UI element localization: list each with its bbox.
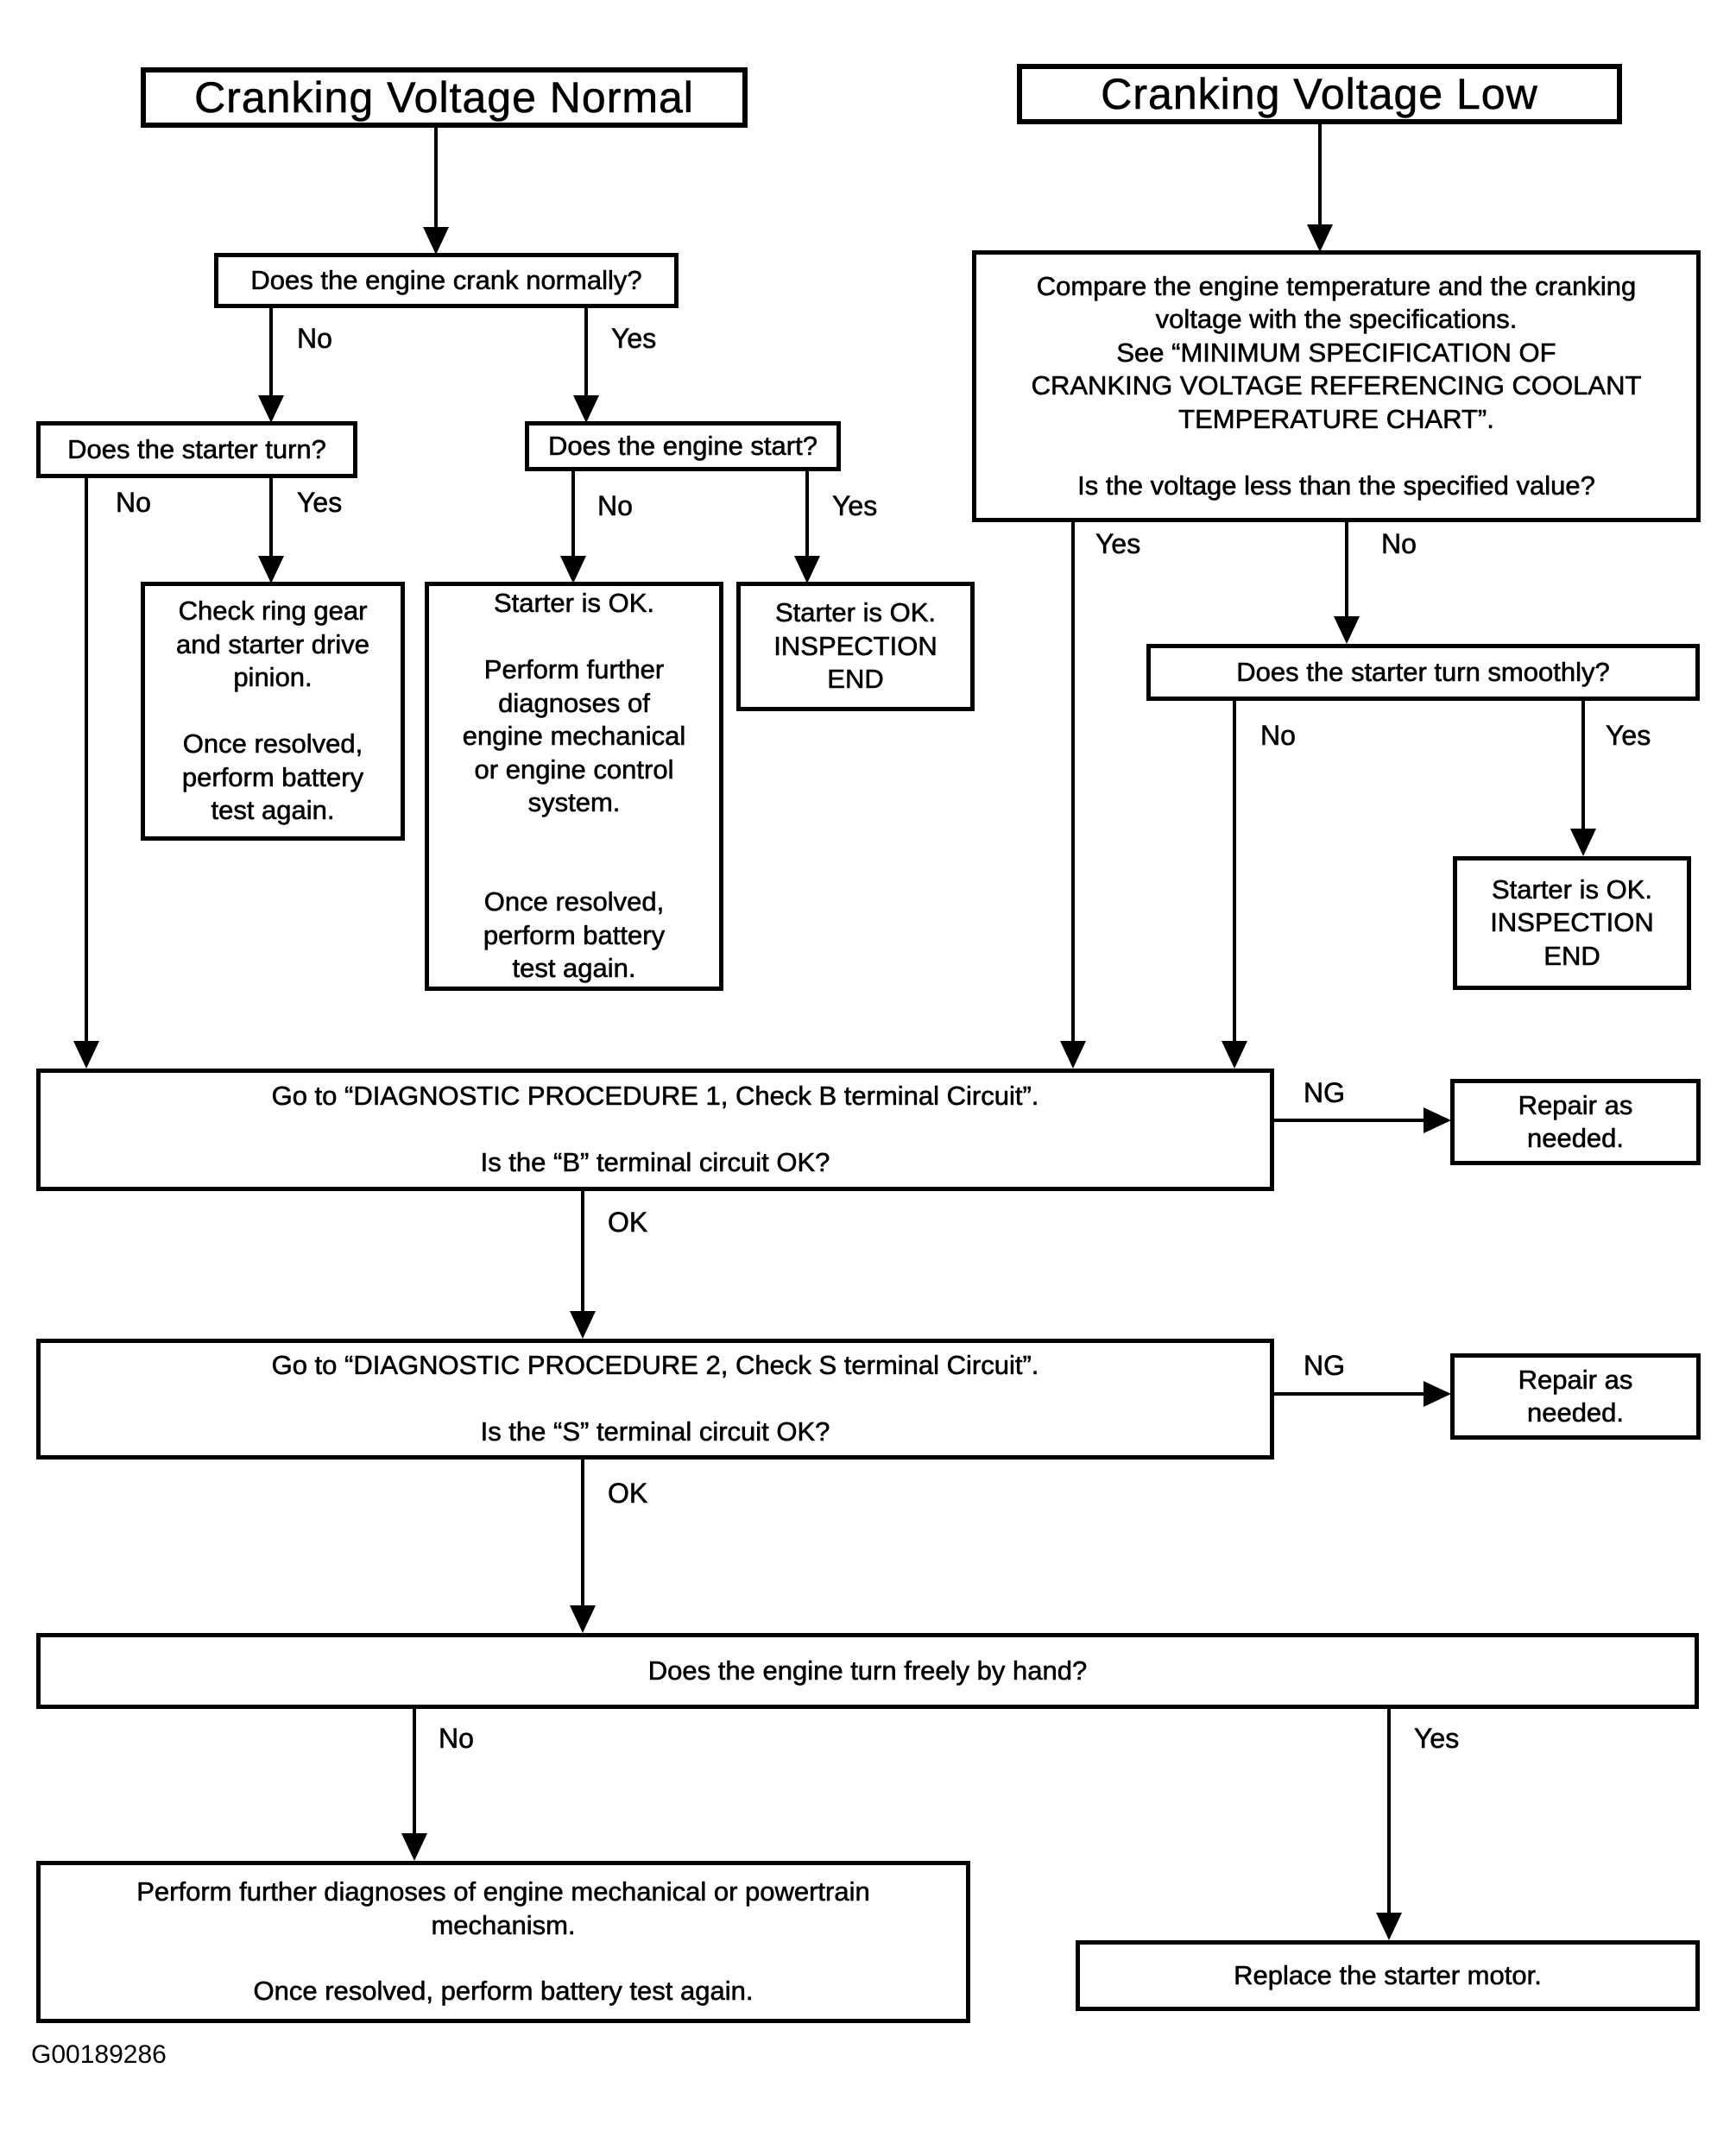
edge-proc1-ng-line xyxy=(1274,1119,1426,1122)
label-smoothly-yes: Yes xyxy=(1606,720,1651,751)
edge-starterturn-no-line xyxy=(85,478,88,1044)
edge-starterturn-yes-line xyxy=(269,478,273,558)
edge-enginestart-no-arrowhead xyxy=(560,556,586,583)
action-repair-as-needed-2: Repair as needed. xyxy=(1450,1353,1701,1440)
label-crank-yes: Yes xyxy=(611,323,657,354)
edge-titlelow-compare-line xyxy=(1318,124,1322,226)
edge-titlenormal-crank-arrowhead xyxy=(423,227,449,255)
edge-proc1-ok-line xyxy=(581,1191,584,1315)
edge-freely-yes-line xyxy=(1387,1709,1391,1916)
figure-id-label: G00189286 xyxy=(31,2040,167,2069)
edge-titlenormal-crank-line xyxy=(434,128,438,229)
edge-crank-yes-line xyxy=(584,308,588,397)
label-freely-yes: Yes xyxy=(1414,1723,1460,1754)
action-replace-starter-motor: Replace the starter motor. xyxy=(1076,1940,1700,2011)
action-diagnose-powertrain: Perform further diagnoses of engine mechanical or powertrain mechanism. Once resolved, perform battery test again. xyxy=(36,1861,970,2023)
label-proc1-ok: OK xyxy=(608,1207,648,1238)
decision-engine-turn-freely: Does the engine turn freely by hand? xyxy=(36,1633,1699,1709)
edge-smoothly-no-line xyxy=(1233,701,1236,1043)
start-cranking-voltage-low: Cranking Voltage Low xyxy=(1017,64,1622,124)
label-starterturn-yes: Yes xyxy=(297,487,343,518)
decision-starter-turn: Does the starter turn? xyxy=(36,421,357,478)
edge-proc2-ok-line xyxy=(581,1460,584,1609)
edge-enginestart-no-line xyxy=(571,471,575,558)
decision-procedure1-b-terminal: Go to “DIAGNOSTIC PROCEDURE 1, Check B terminal Circuit”. Is the “B” terminal circuit OK? xyxy=(36,1069,1274,1191)
action-repair-as-needed-1: Repair as needed. xyxy=(1450,1079,1701,1165)
edge-voltage-no-line xyxy=(1345,522,1348,620)
edge-starterturn-yes-arrowhead xyxy=(258,556,284,583)
label-freely-no: No xyxy=(439,1723,474,1754)
edge-smoothly-yes-line xyxy=(1581,701,1585,830)
edge-freely-no-line xyxy=(413,1709,416,1837)
edge-freely-no-arrowhead xyxy=(401,1833,427,1861)
label-crank-no: No xyxy=(297,323,332,354)
edge-smoothly-no-arrowhead xyxy=(1222,1041,1247,1069)
edge-voltage-no-arrowhead xyxy=(1334,616,1360,644)
edge-proc2-ng-line xyxy=(1274,1392,1426,1396)
label-proc1-ng: NG xyxy=(1304,1077,1345,1108)
label-starterturn-no: No xyxy=(116,487,151,518)
action-compare-voltage-specs: Compare the engine temperature and the cranking voltage with the specifications. See “MINIMUM SPECIFICATION OF CRANKING VOLTAGE REFERENCING COOLANT TEMPERATURE CHART”. Is the voltage less than the specified value? xyxy=(972,250,1701,522)
decision-starter-turn-smoothly: Does the starter turn smoothly? xyxy=(1146,644,1700,701)
edge-titlelow-compare-arrowhead xyxy=(1307,224,1333,252)
edge-voltage-yes-arrowhead xyxy=(1060,1041,1086,1069)
edge-crank-no-arrowhead xyxy=(258,395,284,423)
edge-crank-no-line xyxy=(269,308,273,397)
label-voltage-yes: Yes xyxy=(1095,528,1141,559)
edge-enginestart-yes-line xyxy=(805,471,809,558)
end-inspection-right: Starter is OK. INSPECTION END xyxy=(1453,856,1691,990)
edge-proc1-ok-arrowhead xyxy=(570,1311,596,1339)
label-enginestart-yes: Yes xyxy=(832,490,878,521)
label-smoothly-no: No xyxy=(1260,720,1296,751)
start-cranking-voltage-normal: Cranking Voltage Normal xyxy=(141,67,748,128)
edge-crank-yes-arrowhead xyxy=(573,395,599,423)
label-proc2-ok: OK xyxy=(608,1478,648,1509)
edge-proc2-ng-arrowhead xyxy=(1424,1381,1451,1407)
decision-engine-start: Does the engine start? xyxy=(525,421,841,471)
edge-enginestart-yes-arrowhead xyxy=(794,556,820,583)
decision-procedure2-s-terminal: Go to “DIAGNOSTIC PROCEDURE 2, Check S terminal Circuit”. Is the “S” terminal circuit OK? xyxy=(36,1339,1274,1460)
action-starter-ok-further-diagnoses: Starter is OK. Perform further diagnoses of engine mechanical or engine control system. Once resolved, perform battery test again. xyxy=(425,582,723,991)
end-inspection-left: Starter is OK. INSPECTION END xyxy=(736,582,975,711)
edge-starterturn-no-arrowhead xyxy=(73,1041,99,1069)
edge-smoothly-yes-arrowhead xyxy=(1570,829,1596,856)
edge-proc1-ng-arrowhead xyxy=(1424,1107,1451,1133)
label-proc2-ng: NG xyxy=(1304,1350,1345,1381)
label-voltage-no: No xyxy=(1381,528,1417,559)
action-check-ring-gear: Check ring gear and starter drive pinion. Once resolved, perform battery test again. xyxy=(141,582,405,841)
edge-proc2-ok-arrowhead xyxy=(570,1605,596,1633)
edge-freely-yes-arrowhead xyxy=(1376,1913,1402,1940)
edge-voltage-yes-line xyxy=(1071,522,1075,1043)
label-enginestart-no: No xyxy=(597,490,633,521)
decision-engine-crank-normally: Does the engine crank normally? xyxy=(214,253,679,308)
